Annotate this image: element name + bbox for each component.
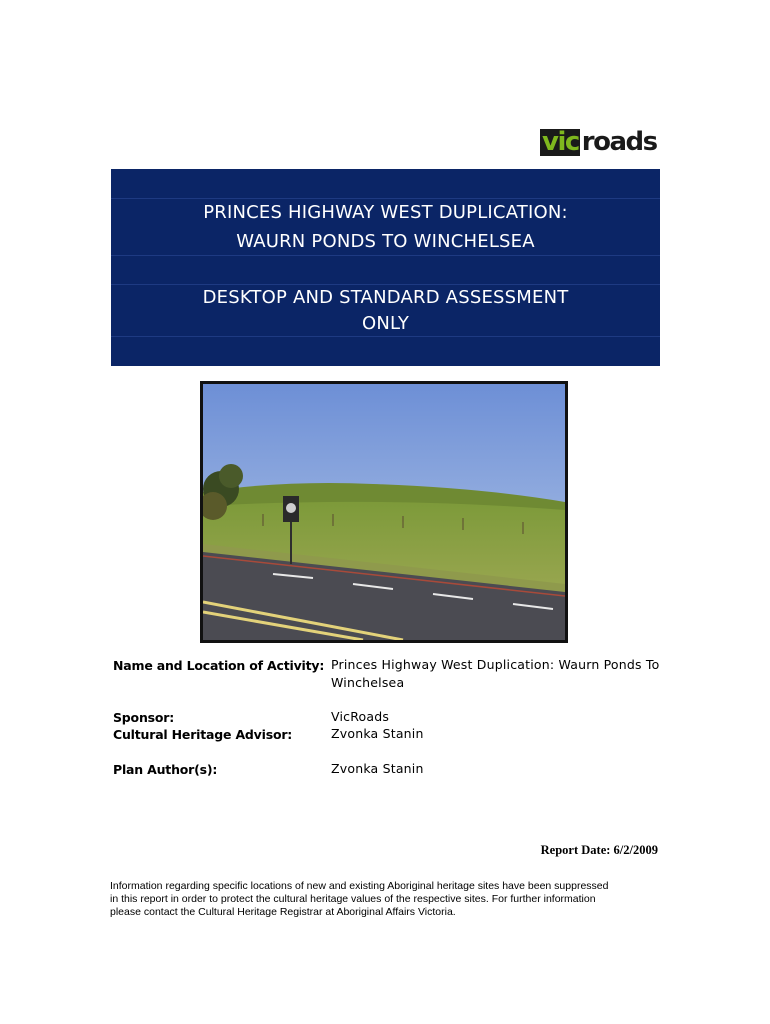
vicroads-logo bbox=[540, 126, 662, 158]
sponsor-value: VicRoads bbox=[331, 709, 390, 724]
advisor-value: Zvonka Stanin bbox=[331, 726, 424, 741]
roadside-landscape-photo bbox=[200, 381, 568, 643]
logo-roads-text: roads bbox=[581, 127, 657, 157]
activity-value-line-1: Princes Highway West Duplication: Waurn Ponds To bbox=[331, 657, 660, 672]
sponsor-label: Sponsor: bbox=[113, 710, 175, 725]
banner-rule bbox=[111, 284, 660, 285]
activity-value-line-2: Winchelsea bbox=[331, 675, 405, 690]
title-line-1: PRINCES HIGHWAY WEST DUPLICATION: bbox=[203, 202, 568, 223]
report-date: Report Date: 6/2/2009 bbox=[540, 843, 658, 857]
subtitle-line-1: DESKTOP AND STANDARD ASSESSMENT bbox=[202, 287, 569, 308]
activity-label: Name and Location of Activity: bbox=[113, 658, 325, 673]
advisor-label: Cultural Heritage Advisor: bbox=[113, 727, 293, 742]
disclaimer-text bbox=[110, 880, 670, 919]
author-value: Zvonka Stanin bbox=[331, 761, 424, 776]
photo-illustration bbox=[203, 384, 565, 640]
disclaimer-line-2: in this report in order to protect the cultural heritage values of the respective sites. For further information bbox=[110, 893, 596, 905]
title-line-2: WAURN PONDS TO WINCHELSEA bbox=[236, 231, 535, 252]
banner-rule bbox=[111, 336, 660, 337]
subtitle-line-2: ONLY bbox=[361, 313, 410, 334]
disclaimer-line-3: please contact the Cultural Heritage Registrar at Aboriginal Affairs Victoria. bbox=[110, 906, 456, 918]
banner-rule bbox=[111, 255, 660, 256]
title-banner bbox=[111, 169, 660, 366]
author-label: Plan Author(s): bbox=[113, 762, 218, 777]
disclaimer-line-1: Information regarding specific locations of new and existing Aboriginal heritage sites have been suppressed bbox=[110, 880, 609, 892]
logo-vic-text: vic bbox=[542, 126, 579, 157]
banner-rule bbox=[111, 198, 660, 199]
